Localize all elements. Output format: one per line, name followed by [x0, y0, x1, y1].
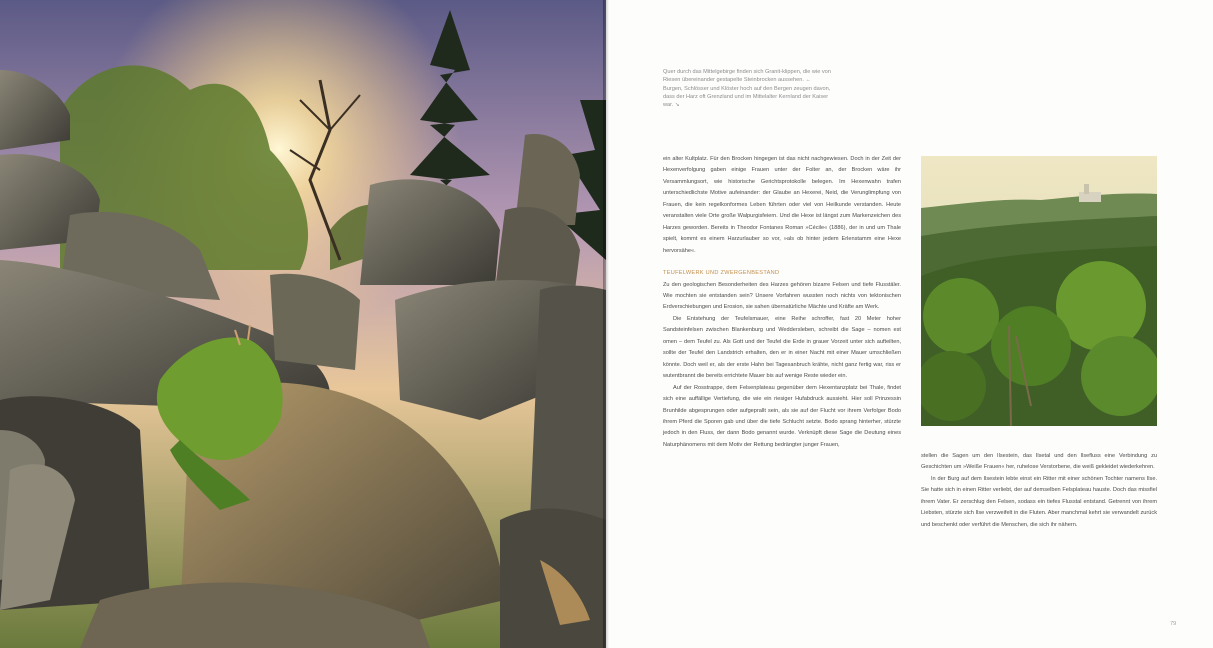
text-column-left [663, 154, 901, 451]
book-gutter [603, 0, 609, 648]
paragraph: ein alter Kultplatz. Für den Brocken hingegen ist das nicht nachgewiesen. Doch in der Zeit der Hexenverfolgung gaben einige Frauen unter der Folter an, der Brocken wäre ihr Versammlungsort, wie historische Gerichtsprotokolle belegen. Im Hexenwahn trafen unterschiedlichste Motive aufeinander: der Glaube an Hexerei, Neid, die Verunglimpfung von Frauen, die kein regelkonformes Leben führten oder viel von Heilkunde verstanden. Heute veranstalten viele Orte große Walpurgisfeiern. Und die Hexe ist längst zum Markenzeichen des Harzes geworden. Bereits in Theodor Fontanes Roman »Cécile« (1886), der in und um Thale spielt, kommt es einem Harzurlauber so vor, »als ob hinter jedem Erlenstamm eine Hexe hervorsähe«. [663, 156, 901, 254]
page-number: 79 [1170, 621, 1177, 627]
paragraph: Zu den geologischen Besonderheiten des Harzes gehören bizarre Felsen und tiefe Flusstäler. Wie mochten sie entstanden sein? Unsere Vorfahren wussten noch nichts von tektonischen Erdverschiebungen und Erosion, sie sahen übernatürliche Mächte und Kräfte am Werk. [663, 281, 901, 311]
caption-rocks: Quer durch das Mittelgebirge finden sich Granit-klippen, die wie von Riesen übereinander gestapelte Steinbrocken aussehen. ← [663, 69, 831, 84]
paragraph: In der Burg auf dem Ilsestein lebte einst ein Ritter mit einer schönen Tochter namens Ilse. Sie hatte sich in einen Ritter verliebt, der auf demselben Felsplateau hauste. Doch das missfiel ihrem Vater. Er zerschlug den Felsen, sodass ein tiefes Flusstal entstand. Getrennt von ihrem Liebsten, stürzte sich Ilse verzweifelt in die Fluten. Aber manchmal kehrt sie verwandelt zurück und beschenkt oder verführt die Menschen, die sich ihr nähern. [921, 475, 1157, 528]
castle-forest-photo [921, 156, 1157, 426]
caption-castles: Burgen, Schlösser und Klöster hoch auf den Bergen zeugen davon, dass der Harz oft Grenzland und im Mittelalter Kernland der Kaiser war. ↘ [663, 85, 831, 109]
text-column-right [921, 451, 1157, 531]
photo-caption [663, 68, 835, 109]
paragraph: stellen die Sagen um den Ilsestein, das Ilsetal und den Ilsefluss eine Verbindung zu Geschichten um »Weiße Frauen« her, ruhelose Verstorbene, die weiß gekleidet wiederkehren. [921, 453, 1157, 471]
paragraph: Auf der Rosstrappe, dem Felsenplateau gegenüber dem Hexentanzplatz bei Thale, findet sich eine auffällige Vertiefung, die wie ein riesiger Hufabdruck aussieht. Hier soll Prinzessin Brunhilde abgesprungen oder aufgeprallt sein, als sie auf der Flucht vor ihrem Verfolger Bodo ihrem Pferd die Sporen gab und über die tiefe Schlucht setzte. Bodo sprang hinterher, stürzte jedoch in den Fluss, der dann Bodo genannt wurde. Verknüpft diese Sage die Deutung eines Naturphänomens mit dem Motiv der Rettung bedrängter junger Frauen, [663, 384, 901, 448]
section-heading: TEUFELWERK UND ZWERGENBESTAND [663, 270, 780, 277]
rock-landscape-photo [0, 0, 606, 648]
paragraph: Die Entstehung der Teufelsmauer, eine Reihe schroffer, fast 20 Meter hoher Sandsteinfelsen zwischen Blankenburg und Weddersleben, schreibt die Sage – nomen est omen – dem Teufel zu. Als Gott und der Teufel die Erde in grauer Vorzeit unter sich aufteilten, sollte der Teufel den Landstrich erhalten, den er in einer Nacht mit einer Mauer umschließen könnte. Doch weil er, als der erste Hahn bei Tagesanbruch krähte, nicht ganz fertig war, riss er wutentbrannt die bereits errichtete Mauer bis auf wenige Reste wieder ein. [663, 315, 901, 380]
